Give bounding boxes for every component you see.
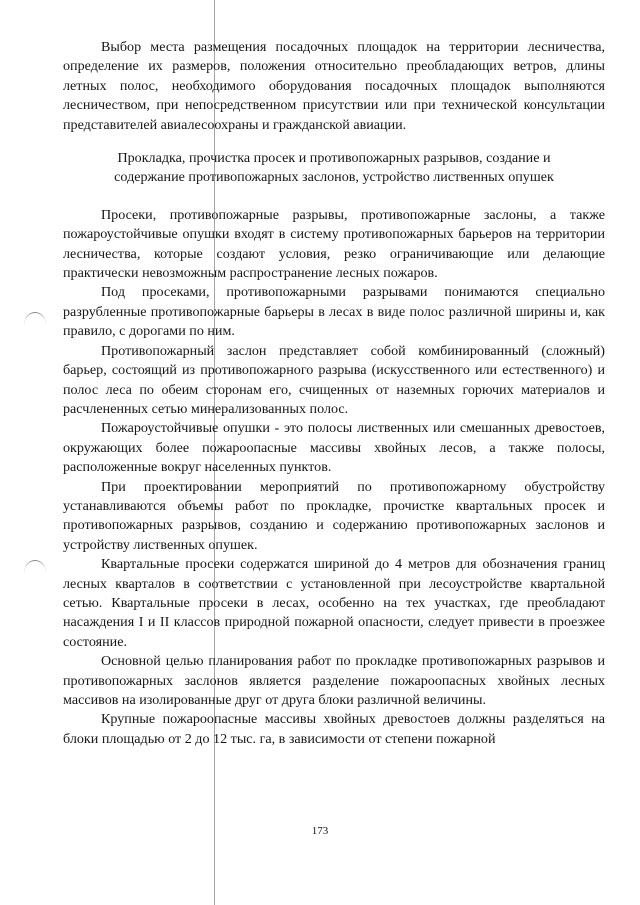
paragraph-1: Просеки, противопожарные разрывы, противопожарные заслоны, а также пожароустойчивые опушки входят в систему противопожарных барьеров на территории лесничества, которые создают условия, резко ограничивающие или делающие практически невозможным распространение лесных пожаров. <box>63 206 605 282</box>
punch-hole-mark-top <box>24 312 46 325</box>
paragraph-3: Противопожарный заслон представляет собой комбинированный (сложный) барьер, состоящий из противопожарного разрыва (искусственного или естественного) и полос леса по обеим сторонам его, счищенных от наземных горючих материалов и расчлененных сетью минерализованных полос. <box>63 342 605 417</box>
paragraph-7: Основной целью планирования работ по прокладке противопожарных разрывов и противопожарных заслонов является разделение пожароопасных хвойных лесных массивов на изолированные друг от друга блоки различной величины. <box>63 653 605 708</box>
punch-hole-mark-bottom <box>24 560 46 573</box>
intro-paragraph: Выбор места размещения посадочных площадок на территории лесничества, определение их размеров, положения относительно преобладающих ветров, длины летных полос, необходимого оборудования посадочных площадок выполняются лесничеством, при непосредственном присутствии или при технической консультации представителей авиалесоохраны и гражданской авиации. <box>63 39 605 133</box>
paragraph-2: Под просеками, противопожарными разрывами понимаются специально разрубленные противопожарные барьеры в лесах в виде полос различной ширины и, как правило, с дорогами по ним. <box>63 284 605 340</box>
paragraph-4: Пожароустойчивые опушки - это полосы лиственных или смешанных древостоев, окружающих более пожароопасные массивы хвойных лесов, а также полосы, расположенные вокруг населенных пунктов. <box>63 420 605 476</box>
paragraph-6: Квартальные просеки содержатся шириной до 4 метров для обозначения границ лесных кварталов в соответствии с установленной при лесоустройстве квартальной сетью. Квартальные просеки в лесах, особенно на тех участках, где преобладают насаждения I и II классов природной пожарной опасности, следует привести в проезжее состояние. <box>63 556 605 650</box>
page-body <box>63 38 605 749</box>
paragraph-8: Крупные пожароопасные массивы хвойных древостоев должны разделяться на блоки площадью от 2 до 12 тыс. га, в зависимости от степени пожарной <box>63 711 605 747</box>
paragraph-5: При проектировании мероприятий по противопожарному обустройству устанавливаются объемы работ по прокладке, прочистке квартальных просек и противопожарных разрывов, созданию и содержанию противопожарных заслонов и устройству лиственных опушек. <box>63 478 605 553</box>
page-number: 173 <box>311 825 329 837</box>
section-heading: Прокладка, прочистка просек и противопожарных разрывов, создание и содержание противопожарных заслонов, устройство лиственных опушек <box>114 150 554 186</box>
